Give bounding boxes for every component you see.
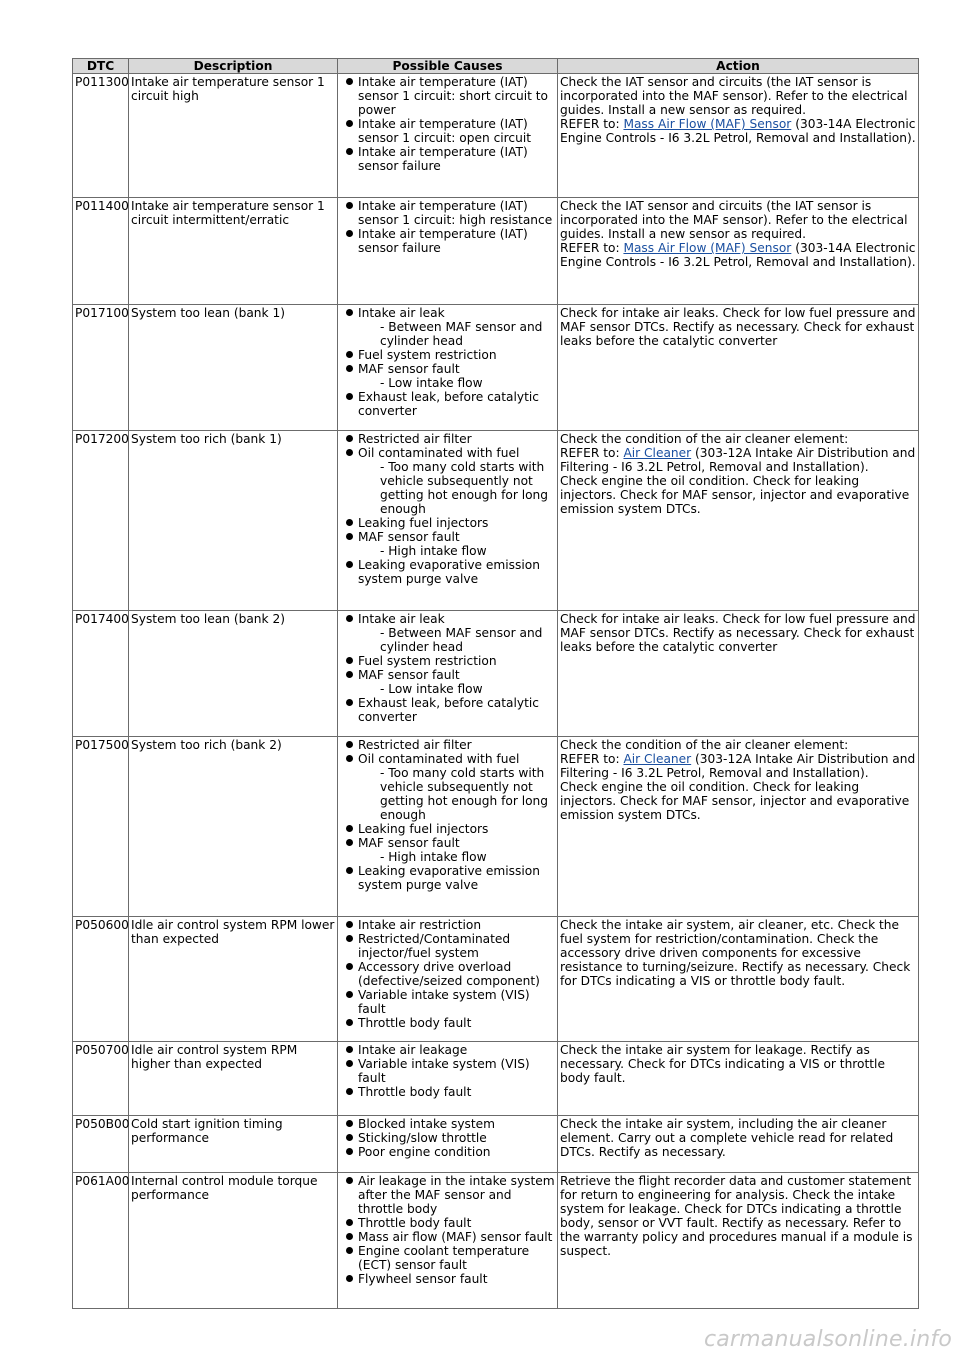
- cause-item: [340, 1016, 555, 1030]
- action-text: (303-12A Intake Air Distribution and Filtering - I6 3.2L Petrol, Removal and Installation).: [560, 752, 916, 780]
- cause-text: MAF sensor fault: [358, 362, 460, 376]
- header-action: Action: [558, 59, 919, 74]
- cause-text: Poor engine condition: [358, 1145, 491, 1159]
- cause-text: Restricted air filter: [358, 738, 472, 752]
- table-body: [73, 74, 919, 1309]
- action-cell: [558, 198, 919, 305]
- action-text: Check the condition of the air cleaner element:: [560, 738, 849, 752]
- action-cell: [558, 737, 919, 917]
- cause-item: [340, 1057, 555, 1085]
- cause-text: Restricted/Contaminated injector/fuel system: [358, 932, 511, 960]
- table-row: [73, 1042, 919, 1116]
- watermark: carmanualsonline.info: [703, 1327, 952, 1352]
- possible-causes-cell: [338, 1173, 558, 1309]
- causes-list: [340, 1043, 555, 1099]
- action-cell: [558, 1116, 919, 1173]
- action-text: (303-14A Electronic Engine Controls - I6 3.2L Petrol, Removal and Installation).: [560, 117, 916, 145]
- cause-item: [340, 1145, 555, 1159]
- cause-item: [340, 1272, 555, 1286]
- cause-text: Blocked intake system: [358, 1117, 496, 1131]
- header-possible-causes: Possible Causes: [338, 59, 558, 74]
- table-row: [73, 431, 919, 611]
- cause-item: [340, 988, 555, 1016]
- action-cell: [558, 305, 919, 431]
- dtc-description: System too lean (bank 2): [129, 611, 338, 737]
- dtc-description: System too lean (bank 1): [129, 305, 338, 431]
- cause-text: Intake air temperature (IAT) sensor 1 circuit: high resistance: [358, 199, 553, 227]
- cause-text: Intake air restriction: [358, 918, 482, 932]
- cause-item: [340, 1174, 555, 1216]
- dtc-description: Idle air control system RPM lower than expected: [129, 917, 338, 1042]
- table-row: [73, 611, 919, 737]
- cause-text: Fuel system restriction: [358, 654, 497, 668]
- cause-text: Throttle body fault: [358, 1216, 472, 1230]
- cause-item: [340, 864, 555, 892]
- cause-text: Variable intake system (VIS) fault: [358, 1057, 530, 1085]
- cause-item: [340, 1230, 555, 1244]
- cause-item: [340, 199, 555, 227]
- action-cell: [558, 917, 919, 1042]
- dtc-description: Internal control module torque performance: [129, 1173, 338, 1309]
- action-text: Check the intake air system, including the air cleaner element. Carry out a complete vehicle read for related DTCs. Rectify as necessary.: [560, 1117, 894, 1159]
- possible-causes-cell: [338, 917, 558, 1042]
- dtc-code: P050B00: [73, 1116, 129, 1173]
- cause-item: [340, 1085, 555, 1099]
- cause-detail: - Too many cold starts with vehicle subsequently not getting hot enough for long enough: [380, 766, 549, 822]
- action-text: Check for intake air leaks. Check for low fuel pressure and MAF sensor DTCs. Rectify as necessary. Check for exhaust leaks before the catalytic converter: [560, 306, 916, 348]
- dtc-table: [72, 58, 919, 1309]
- action-cell: [558, 1173, 919, 1309]
- cause-item: [340, 227, 555, 255]
- cause-item: [340, 918, 555, 932]
- action-text: (303-14A Electronic Engine Controls - I6 3.2L Petrol, Removal and Installation).: [560, 241, 916, 269]
- dtc-code: P011400: [73, 198, 129, 305]
- cause-item: [340, 306, 555, 348]
- table-row: [73, 1173, 919, 1309]
- dtc-code: P011300: [73, 74, 129, 198]
- table-row: [73, 74, 919, 198]
- dtc-code: P017200: [73, 431, 129, 611]
- cause-detail: - Between MAF sensor and cylinder head: [380, 320, 543, 348]
- cause-item: [340, 432, 555, 446]
- cause-text: Intake air leak: [358, 306, 445, 320]
- cause-text: Variable intake system (VIS) fault: [358, 988, 530, 1016]
- cause-text: Intake air temperature (IAT) sensor failure: [358, 145, 528, 173]
- cause-item: [340, 446, 555, 516]
- possible-causes-cell: [338, 737, 558, 917]
- cause-detail: - High intake flow: [380, 850, 487, 864]
- dtc-code: P017100: [73, 305, 129, 431]
- cause-text: Leaking fuel injectors: [358, 516, 489, 530]
- action-text: REFER to:: [560, 446, 624, 460]
- causes-list: [340, 75, 555, 173]
- possible-causes-cell: [338, 611, 558, 737]
- cause-item: [340, 612, 555, 654]
- cause-text: Air leakage in the intake system after the MAF sensor and throttle body: [358, 1174, 555, 1216]
- cause-text: Accessory drive overload (defective/seized component): [358, 960, 540, 988]
- cause-item: [340, 1131, 555, 1145]
- dtc-description: Intake air temperature sensor 1 circuit intermittent/erratic: [129, 198, 338, 305]
- action-cell: [558, 1042, 919, 1116]
- possible-causes-cell: [338, 74, 558, 198]
- header-dtc: DTC: [73, 59, 129, 74]
- action-text: Check the intake air system, air cleaner, etc. Check the fuel system for restriction/contamination. Check the accessory drive driven components for excessive resistance to turning/seizure. Rectify as necessary. Check for DTCs indicating a VIS or throttle body fault.: [560, 918, 911, 988]
- cause-item: [340, 390, 555, 418]
- cause-text: Intake air temperature (IAT) sensor 1 circuit: open circuit: [358, 117, 531, 145]
- table-row: [73, 917, 919, 1042]
- cause-text: MAF sensor fault: [358, 530, 460, 544]
- cause-detail: - Low intake flow: [380, 376, 483, 390]
- dtc-code: P017400: [73, 611, 129, 737]
- cause-text: Oil contaminated with fuel: [358, 446, 520, 460]
- reference-link[interactable]: Air Cleaner: [623, 446, 692, 460]
- cause-item: [340, 145, 555, 173]
- causes-list: [340, 306, 555, 418]
- table-row: [73, 198, 919, 305]
- reference-link[interactable]: Mass Air Flow (MAF) Sensor: [623, 241, 792, 255]
- cause-text: Leaking fuel injectors: [358, 822, 489, 836]
- possible-causes-cell: [338, 431, 558, 611]
- dtc-description: System too rich (bank 2): [129, 737, 338, 917]
- causes-list: [340, 1117, 555, 1159]
- causes-list: [340, 612, 555, 724]
- cause-text: Intake air leakage: [358, 1043, 468, 1057]
- cause-detail: - Low intake flow: [380, 682, 483, 696]
- cause-item: [340, 75, 555, 117]
- cause-text: Intake air leak: [358, 612, 445, 626]
- action-text: Check the intake air system for leakage. Rectify as necessary. Check for DTCs indicating a VIS or throttle body fault.: [560, 1043, 885, 1085]
- possible-causes-cell: [338, 1116, 558, 1173]
- cause-detail: - Too many cold starts with vehicle subsequently not getting hot enough for long enough: [380, 460, 549, 516]
- cause-text: Sticking/slow throttle: [358, 1131, 487, 1145]
- cause-item: [340, 738, 555, 752]
- action-text: (303-12A Intake Air Distribution and Filtering - I6 3.2L Petrol, Removal and Installation).: [560, 446, 916, 474]
- cause-text: Oil contaminated with fuel: [358, 752, 520, 766]
- cause-item: [340, 348, 555, 362]
- cause-text: Intake air temperature (IAT) sensor 1 circuit: short circuit to power: [358, 75, 549, 117]
- action-text: REFER to:: [560, 241, 624, 255]
- cause-text: Leaking evaporative emission system purge valve: [358, 864, 540, 892]
- cause-item: [340, 668, 555, 696]
- cause-item: [340, 362, 555, 390]
- cause-text: Exhaust leak, before catalytic converter: [358, 696, 539, 724]
- cause-item: [340, 530, 555, 558]
- header-row: [73, 59, 919, 74]
- dtc-code: P050600: [73, 917, 129, 1042]
- dtc-code: P017500: [73, 737, 129, 917]
- table-row: [73, 1116, 919, 1173]
- causes-list: [340, 738, 555, 892]
- causes-list: [340, 199, 555, 255]
- cause-item: [340, 558, 555, 586]
- cause-text: Fuel system restriction: [358, 348, 497, 362]
- action-text: Check for intake air leaks. Check for low fuel pressure and MAF sensor DTCs. Rectify as necessary. Check for exhaust leaks before the catalytic converter: [560, 612, 916, 654]
- dtc-code: P050700: [73, 1042, 129, 1116]
- reference-link[interactable]: Mass Air Flow (MAF) Sensor: [623, 117, 792, 131]
- causes-list: [340, 918, 555, 1030]
- action-text: Check engine the oil condition. Check for leaking injectors. Check for MAF sensor, injector and evaporative emission system DTCs.: [560, 780, 910, 822]
- action-cell: [558, 611, 919, 737]
- cause-text: Restricted air filter: [358, 432, 472, 446]
- cause-text: Throttle body fault: [358, 1016, 472, 1030]
- cause-text: MAF sensor fault: [358, 836, 460, 850]
- table-row: [73, 305, 919, 431]
- cause-detail: - High intake flow: [380, 544, 487, 558]
- cause-text: Flywheel sensor fault: [358, 1272, 488, 1286]
- cause-item: [340, 960, 555, 988]
- action-text: Retrieve the flight recorder data and customer statement for return to engineering for analysis. Check the intake system for leakage. Check for DTCs indicating a throttle body, sensor or VVT fault. Rectify as necessary. Refer to the warranty policy and procedures manual if a module is suspect.: [560, 1174, 913, 1258]
- action-text: Check the IAT sensor and circuits (the IAT sensor is incorporated into the MAF sensor). Refer to the electrical guides. Install a new sensor as required.: [560, 75, 908, 117]
- cause-item: [340, 696, 555, 724]
- cause-item: [340, 1244, 555, 1272]
- table-row: [73, 737, 919, 917]
- cause-item: [340, 932, 555, 960]
- possible-causes-cell: [338, 305, 558, 431]
- possible-causes-cell: [338, 198, 558, 305]
- dtc-description: System too rich (bank 1): [129, 431, 338, 611]
- action-text: Check engine the oil condition. Check for leaking injectors. Check for MAF sensor, injector and evaporative emission system DTCs.: [560, 474, 910, 516]
- action-text: Check the IAT sensor and circuits (the IAT sensor is incorporated into the MAF sensor). Refer to the electrical guides. Install a new sensor as required.: [560, 199, 908, 241]
- cause-text: Mass air flow (MAF) sensor fault: [358, 1230, 553, 1244]
- possible-causes-cell: [338, 1042, 558, 1116]
- cause-item: [340, 1043, 555, 1057]
- cause-item: [340, 117, 555, 145]
- causes-list: [340, 1174, 555, 1286]
- cause-text: Intake air temperature (IAT) sensor failure: [358, 227, 528, 255]
- dtc-description: Idle air control system RPM higher than expected: [129, 1042, 338, 1116]
- cause-text: Leaking evaporative emission system purge valve: [358, 558, 540, 586]
- cause-item: [340, 654, 555, 668]
- cause-text: Exhaust leak, before catalytic converter: [358, 390, 539, 418]
- cause-text: MAF sensor fault: [358, 668, 460, 682]
- cause-item: [340, 1216, 555, 1230]
- dtc-code: P061A00: [73, 1173, 129, 1309]
- action-cell: [558, 74, 919, 198]
- cause-item: [340, 836, 555, 864]
- causes-list: [340, 432, 555, 586]
- action-cell: [558, 431, 919, 611]
- cause-item: [340, 822, 555, 836]
- cause-item: [340, 752, 555, 822]
- action-text: REFER to:: [560, 752, 624, 766]
- cause-item: [340, 1117, 555, 1131]
- cause-detail: - Between MAF sensor and cylinder head: [380, 626, 543, 654]
- dtc-description: Intake air temperature sensor 1 circuit high: [129, 74, 338, 198]
- header-description: Description: [129, 59, 338, 74]
- dtc-description: Cold start ignition timing performance: [129, 1116, 338, 1173]
- action-text: Check the condition of the air cleaner element:: [560, 432, 849, 446]
- cause-text: Engine coolant temperature (ECT) sensor fault: [358, 1244, 530, 1272]
- cause-text: Throttle body fault: [358, 1085, 472, 1099]
- action-text: REFER to:: [560, 117, 624, 131]
- cause-item: [340, 516, 555, 530]
- reference-link[interactable]: Air Cleaner: [623, 752, 692, 766]
